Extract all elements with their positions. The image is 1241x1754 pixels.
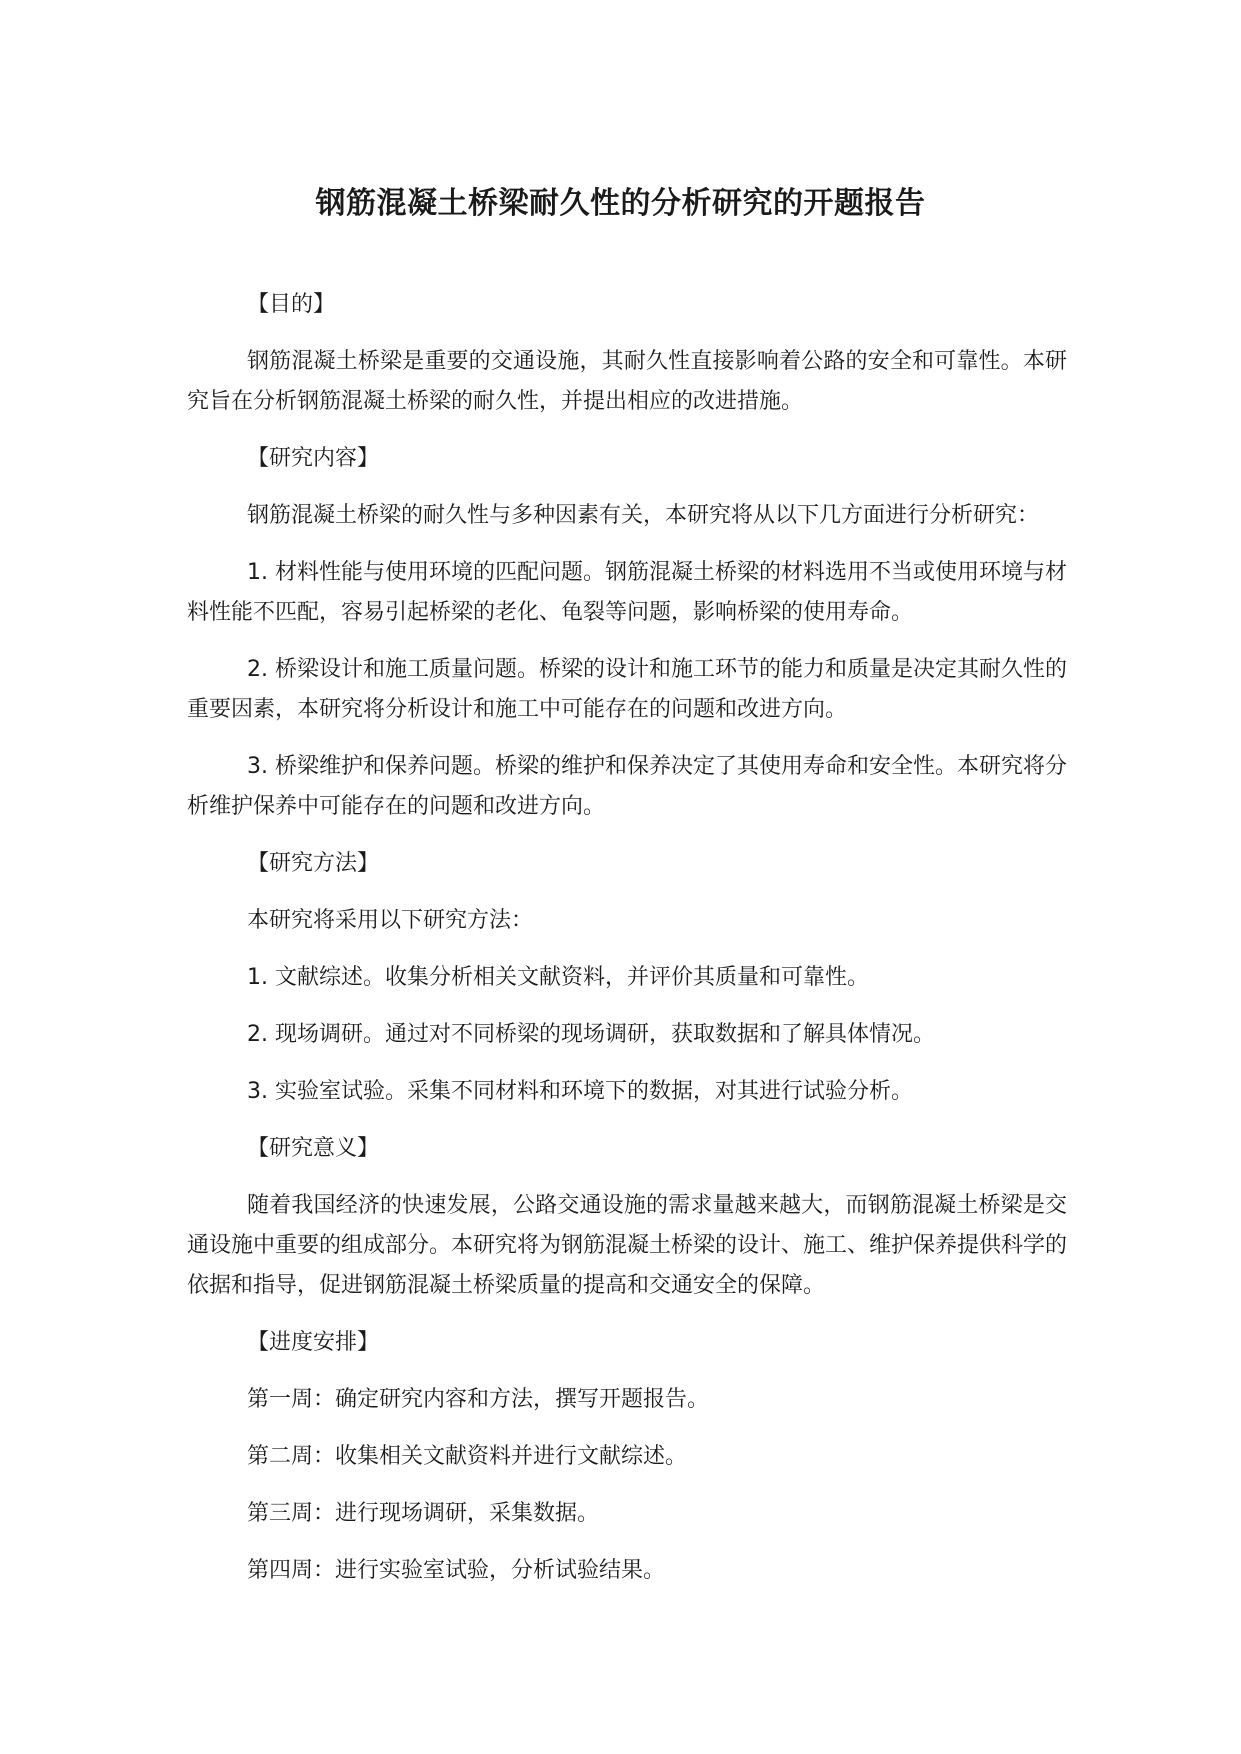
document-body [187,285,1067,1608]
schedule-item: 第一周：确定研究内容和方法，撰写开题报告。 [247,1387,710,1412]
list-item: 2. 桥梁设计和施工质量问题。桥梁的设计和施工环节的能力和质量是决定其耐久性的重要因素，本研究将分析设计和施工中可能存在的问题和改进方向。 [187,657,1067,722]
schedule-item: 第二周：收集相关文献资料并进行文献综述。 [247,1444,688,1469]
list-item: 2. 现场调研。通过对不同桥梁的现场调研，获取数据和了解具体情况。 [247,1022,935,1047]
paragraph: 钢筋混凝土桥梁是重要的交通设施，其耐久性直接影响着公路的安全和可靠性。本研究旨在分析钢筋混凝土桥梁的耐久性，并提出相应的改进措施。 [187,349,1067,414]
list-item: 3. 桥梁维护和保养问题。桥梁的维护和保养决定了其使用寿命和安全性。本研究将分析维护保养中可能存在的问题和改进方向。 [187,754,1067,819]
section-heading-methods: 【研究方法】 [247,851,380,876]
section-heading-significance: 【研究意义】 [247,1136,380,1161]
list-item: 1. 材料性能与使用环境的匹配问题。钢筋混凝土桥梁的材料选用不当或使用环境与材料性能不匹配，容易引起桥梁的老化、龟裂等问题，影响桥梁的使用寿命。 [187,560,1067,625]
section-heading-schedule: 【进度安排】 [247,1330,380,1355]
document-title: 钢筋混凝土桥梁耐久性的分析研究的开题报告 [315,186,926,221]
section-heading-purpose: 【目的】 [247,292,336,317]
schedule-item: 第三周：进行现场调研，采集数据。 [247,1501,600,1526]
schedule-item: 第四周：进行实验室试验，分析试验结果。 [247,1558,666,1583]
list-item: 3. 实验室试验。采集不同材料和环境下的数据，对其进行试验分析。 [247,1079,913,1104]
paragraph: 本研究将采用以下研究方法： [247,908,534,933]
paragraph: 钢筋混凝土桥梁的耐久性与多种因素有关，本研究将从以下几方面进行分析研究： [247,503,1040,528]
list-item: 1. 文献综述。收集分析相关文献资料，并评价其质量和可靠性。 [247,965,869,990]
section-heading-content: 【研究内容】 [247,446,380,471]
paragraph: 随着我国经济的快速发展，公路交通设施的需求量越来越大，而钢筋混凝土桥梁是交通设施中重要的组成部分。本研究将为钢筋混凝土桥梁的设计、施工、维护保养提供科学的依据和指导，促进钢筋混凝土桥梁质量的提高和交通安全的保障。 [187,1193,1068,1298]
